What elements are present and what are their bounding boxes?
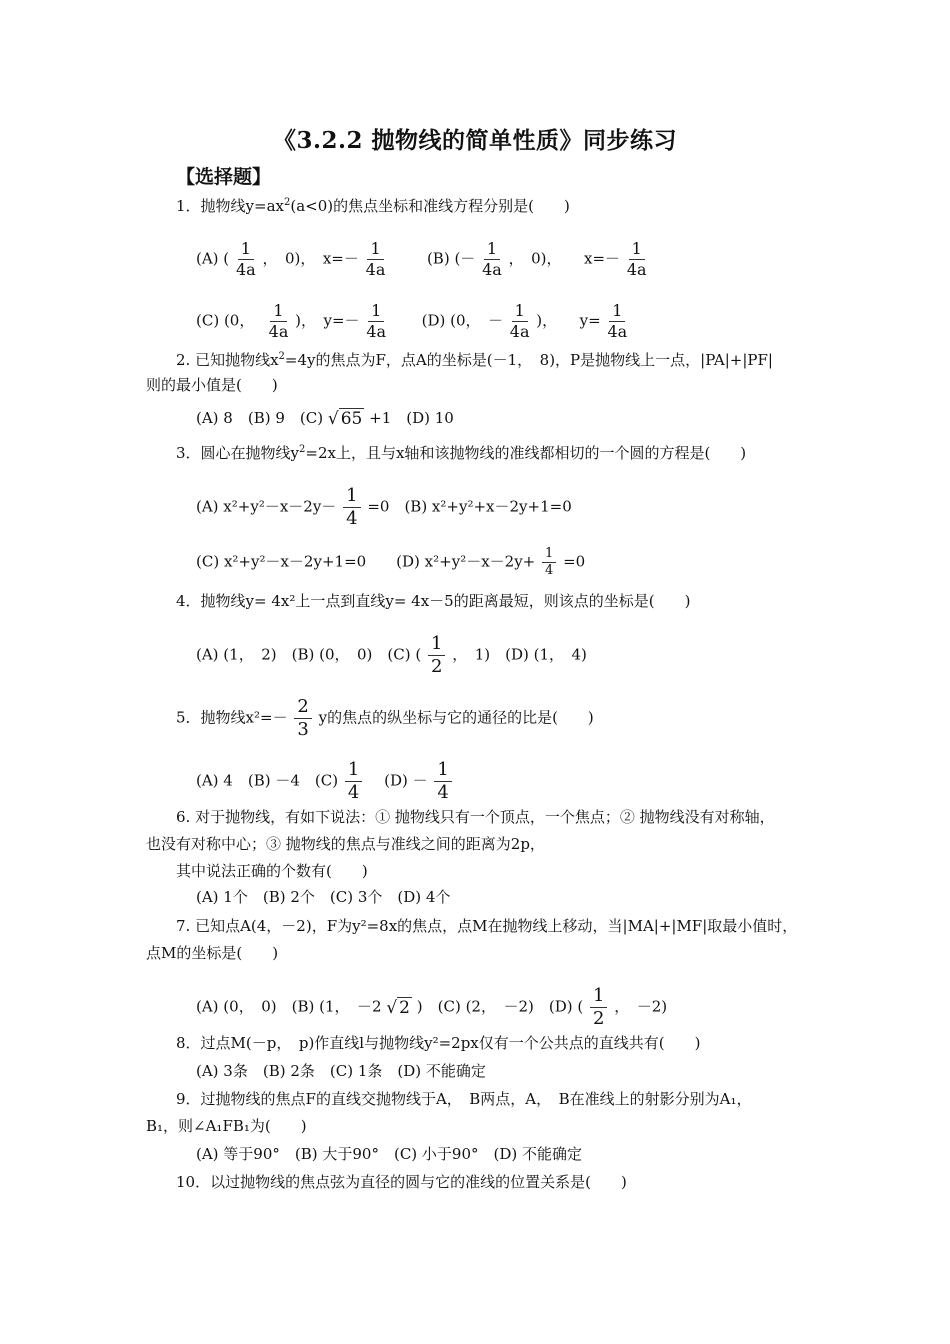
question-8-stem: 8．过点M(－p， p)作直线l与抛物线y²=2px仅有一个公共点的直线共有( )	[176, 1034, 701, 1052]
question-6-stem: 6. 对于抛物线，有如下说法：① 抛物线只有一个顶点，一个焦点；② 抛物线没有对称轴，	[176, 808, 775, 826]
question-6-stem-cont: 也没有对称中心；③ 抛物线的焦点与准线之间的距离为2p，	[146, 835, 545, 853]
question-4-options: (A) (1， 2) (B) (0， 0) (C) ( $\frac{1}{2}$ ， 1) (D) (1， 4)	[196, 633, 587, 677]
question-7-stem: 7. 已知点A(4，－2)，F为y²=8x的焦点，点M在抛物线上移动，当|MA|+|MF|取最小值时，	[176, 917, 798, 935]
question-4-stem: 4．抛物线y= 4x²上一点到直线y= 4x－5的距离最短，则该点的坐标是( )	[176, 592, 691, 610]
section-heading: 【选择题】	[176, 166, 272, 188]
question-5-options: (A) 4 (B) －4 (C) $\frac{1}{4}$ (D) － $\frac{1}{4}$	[196, 760, 454, 803]
question-1-stem: 1．抛物线$y=ax^2(a<0)$的焦点坐标和准线方程分别是( )	[176, 197, 570, 215]
question-10-stem: 10．以过抛物线的焦点弦为直径的圆与它的准线的位置关系是( )	[176, 1173, 627, 1191]
question-6-options: (A) 1个 (B) 2个 (C) 3个 (D) 4个	[196, 888, 451, 906]
question-9-stem: 9．过抛物线的焦点F的直线交抛物线于A， B两点，A， B在准线上的射影分别为A₁，	[176, 1090, 752, 1108]
question-3-stem: 3．圆心在抛物线$y^2=2x$上，且与x轴和该抛物线的准线都相切的一个圆的方程是( )	[176, 444, 747, 462]
question-2-stem: 2. 已知抛物线$x^2=4y$的焦点为F，点A的坐标是(－1， 8)，P是抛物线上一点，|PA|+|PF|	[176, 351, 773, 369]
question-9-options: (A) 等于90° (B) 大于90° (C) 小于90° (D) 不能确定	[196, 1145, 583, 1163]
question-6-stem-cont-2: 其中说法正确的个数有( )	[176, 862, 368, 880]
question-5-stem: 5．抛物线x²=－ $\frac{2}{3}$ y的焦点的纵坐标与它的通径的比是( )	[176, 696, 594, 740]
question-3-options-cd: (C) x²+y²－x－2y+1=0 (D) x²+y²－x－2y+ $\frac{1}{4}$ =0	[196, 546, 586, 578]
question-1-options-cd: (C) (0， $\frac{1}{4a}$ )， y=－ $\frac{1}{4a}$ (D) (0， － $\frac{1}{4a}$ )， y= $\frac{1}{4a}$	[196, 301, 628, 341]
question-7-options: (A) (0， 0) (B) (1， －2 √ 2 ) (C) (2， －2) (D) ( $\frac{1}{2}$ ， －2)	[196, 985, 668, 1029]
question-1-options-ab: (A) ( $\frac{1}{4a}$ ， 0)， x=－ $\frac{1}{4a}$ (B) (－ $\frac{1}{4a}$ ， 0)， x=－ $\frac{1}{4a}$	[196, 239, 647, 279]
page-title: 《3.2.2 抛物线的简单性质》同步练习	[272, 127, 678, 154]
question-3-options-ab: (A) x²+y²－x－2y－ $\frac{1}{4}$ =0 (B) x²+y²+x－2y+1=0	[196, 485, 572, 529]
question-8-options: (A) 3条 (B) 2条 (C) 1条 (D) 不能确定	[196, 1062, 486, 1080]
question-9-stem-cont: B₁，则∠A₁FB₁为( )	[146, 1117, 307, 1135]
question-7-stem-cont: 点M的坐标是( )	[146, 944, 279, 962]
question-2-options: (A) 8 (B) 9 (C) √ 65 +1 (D) 10	[196, 409, 454, 429]
question-2-stem-cont: 则的最小值是( )	[146, 376, 278, 394]
